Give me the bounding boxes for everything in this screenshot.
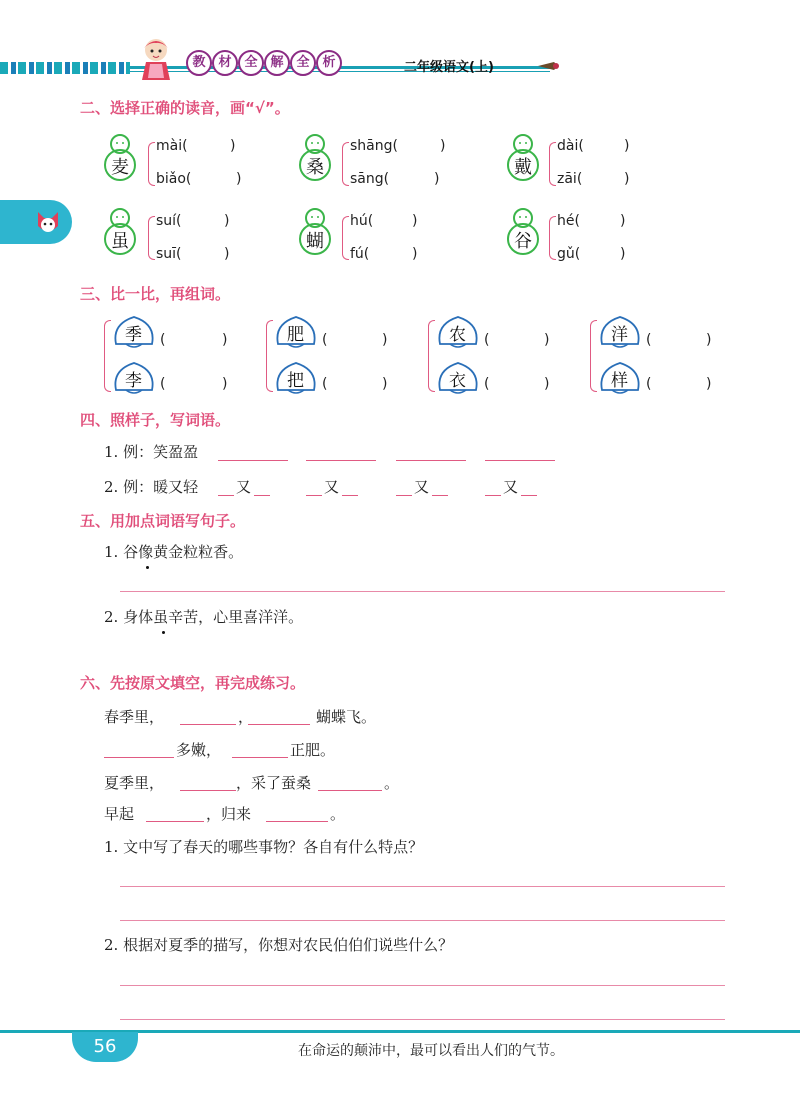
fox-mascot-icon	[34, 208, 62, 236]
title-char: 全	[290, 50, 316, 76]
brace	[148, 142, 155, 186]
poem-line-4b: ，归来	[206, 805, 252, 823]
shell-char: 把	[287, 371, 304, 391]
you-char: 又	[324, 478, 340, 496]
poem-line-3b: ，采了蚕桑	[236, 774, 312, 792]
paren-close: )	[224, 213, 230, 229]
paren-close: )	[224, 246, 230, 262]
pinyin-option[interactable]: suī(	[156, 246, 182, 262]
answer-blank[interactable]	[396, 460, 466, 461]
poem-line-4c: 。	[330, 805, 346, 823]
gourd-char: 谷	[514, 231, 532, 252]
answer-line[interactable]	[120, 985, 725, 986]
section-title-2: 二、选择正确的读音，画“√”。	[80, 99, 290, 117]
brace	[428, 320, 435, 392]
paren-close: )	[230, 138, 236, 154]
answer-line[interactable]	[120, 591, 725, 592]
title-char: 解	[264, 50, 290, 76]
answer-blank[interactable]	[218, 460, 288, 461]
brace	[266, 320, 273, 392]
answer-blank[interactable]	[218, 495, 234, 496]
page-number: 56	[72, 1032, 138, 1062]
grade-label: 二年级语文(上)	[404, 60, 494, 75]
pinyin-option[interactable]: shāng(	[350, 138, 398, 154]
brace	[104, 320, 111, 392]
paren-open: (	[160, 332, 166, 348]
brace	[590, 320, 597, 392]
poem-line-3c: 。	[384, 774, 400, 792]
paren-open: (	[646, 332, 652, 348]
brace	[148, 216, 155, 260]
paren-close: )	[222, 376, 228, 392]
you-char: 又	[503, 478, 519, 496]
pinyin-option[interactable]: fú(	[350, 246, 370, 262]
poem-line-2a: 多嫩，	[176, 741, 222, 759]
answer-blank[interactable]	[254, 495, 270, 496]
paren-close: )	[440, 138, 446, 154]
answer-blank[interactable]	[248, 724, 310, 725]
brace	[342, 216, 349, 260]
answer-blank[interactable]	[432, 495, 448, 496]
emphasis-dot	[162, 631, 165, 634]
pinyin-option[interactable]: hú(	[350, 213, 374, 229]
paren-close: )	[412, 246, 418, 262]
question-5-2: 2. 身体虽辛苦，心里喜洋洋。	[104, 608, 304, 626]
section-title-3: 三、比一比，再组词。	[80, 285, 231, 303]
answer-blank[interactable]	[104, 757, 174, 758]
answer-blank[interactable]	[266, 821, 328, 822]
answer-blank[interactable]	[485, 495, 501, 496]
pinyin-option[interactable]: hé(	[557, 213, 580, 229]
paren-close: )	[706, 332, 712, 348]
question-6-2: 2. 根据对夏季的描写，你想对农民伯伯们说些什么？	[104, 936, 454, 954]
poem-line-2b: 正肥。	[290, 741, 336, 759]
poem-line-1c: 蝴蝶飞。	[316, 708, 377, 726]
answer-blank[interactable]	[485, 460, 555, 461]
brace	[342, 142, 349, 186]
title-char: 析	[316, 50, 342, 76]
paren-close: )	[236, 171, 242, 187]
poem-line-4a: 早起	[104, 805, 135, 823]
brace	[549, 142, 556, 186]
paren-close: )	[434, 171, 440, 187]
answer-blank[interactable]	[146, 821, 204, 822]
answer-blank[interactable]	[306, 495, 322, 496]
paren-open: (	[322, 332, 328, 348]
answer-blank[interactable]	[521, 495, 537, 496]
pinyin-option[interactable]: gǔ(	[557, 246, 581, 262]
paren-close: )	[624, 171, 630, 187]
poem-line-1b: ，	[238, 708, 254, 726]
mascot-girl-icon	[132, 34, 180, 82]
title-char: 材	[212, 50, 238, 76]
poem-line-3a: 夏季里，	[104, 774, 165, 792]
shell-char: 农	[449, 325, 466, 345]
section-title-5: 五、用加点词语写句子。	[80, 512, 246, 530]
pencil-icon	[538, 60, 560, 72]
paren-open: (	[646, 376, 652, 392]
gourd-char: 虽	[111, 231, 129, 252]
pinyin-option[interactable]: zāi(	[557, 171, 583, 187]
paren-close: )	[382, 332, 388, 348]
shell-char: 衣	[449, 371, 466, 391]
gourd-char: 蝴	[306, 231, 324, 252]
pinyin-option[interactable]: mài(	[156, 138, 188, 154]
question-5-1: 1. 谷像黄金粒粒香。	[104, 543, 244, 561]
shell-char: 肥	[287, 325, 304, 345]
section-title-4: 四、照样子，写词语。	[80, 411, 231, 429]
answer-blank[interactable]	[342, 495, 358, 496]
paren-open: (	[484, 332, 490, 348]
shell-char: 样	[611, 371, 628, 391]
side-tab	[0, 200, 72, 244]
footer-motto: 在命运的颠沛中，最可以看出人们的气节。	[298, 1043, 564, 1059]
answer-line[interactable]	[120, 920, 725, 921]
shell-char: 季	[125, 325, 142, 345]
paren-open: (	[160, 376, 166, 392]
answer-line[interactable]	[120, 886, 725, 887]
example-1: 1. 例：笑盈盈	[104, 443, 199, 461]
paren-open: (	[322, 376, 328, 392]
question-6-1: 1. 文中写了春天的哪些事物？各自有什么特点？	[104, 838, 424, 856]
paren-close: )	[544, 376, 550, 392]
poem-line-1a: 春季里，	[104, 708, 165, 726]
paren-close: )	[382, 376, 388, 392]
title-char: 教	[186, 50, 212, 76]
paren-close: )	[620, 213, 626, 229]
answer-blank[interactable]	[318, 790, 382, 791]
answer-blank[interactable]	[306, 460, 376, 461]
paren-close: )	[222, 332, 228, 348]
shell-char: 李	[125, 371, 142, 391]
gourd-char: 桑	[306, 157, 324, 178]
shell-char: 洋	[611, 325, 628, 345]
pinyin-option[interactable]: suí(	[156, 213, 182, 229]
answer-blank[interactable]	[180, 724, 236, 725]
paren-close: )	[624, 138, 630, 154]
pinyin-option[interactable]: dài(	[557, 138, 584, 154]
brace	[549, 216, 556, 260]
paren-close: )	[544, 332, 550, 348]
pinyin-option[interactable]: biǎo(	[156, 171, 192, 187]
answer-blank[interactable]	[396, 495, 412, 496]
paren-close: )	[620, 246, 626, 262]
example-2: 2. 例：暖又轻	[104, 478, 199, 496]
answer-blank[interactable]	[180, 790, 236, 791]
gourd-char: 戴	[514, 157, 532, 178]
paren-open: (	[484, 376, 490, 392]
header-decoration	[0, 62, 130, 74]
paren-close: )	[706, 376, 712, 392]
emphasis-dot	[146, 566, 149, 569]
paren-close: )	[412, 213, 418, 229]
you-char: 又	[236, 478, 252, 496]
gourd-char: 麦	[111, 157, 129, 178]
answer-blank[interactable]	[232, 757, 288, 758]
title-char: 全	[238, 50, 264, 76]
pinyin-option[interactable]: sāng(	[350, 171, 390, 187]
section-title-6: 六、先按原文填空，再完成练习。	[80, 674, 306, 692]
answer-line[interactable]	[120, 1019, 725, 1020]
you-char: 又	[414, 478, 430, 496]
